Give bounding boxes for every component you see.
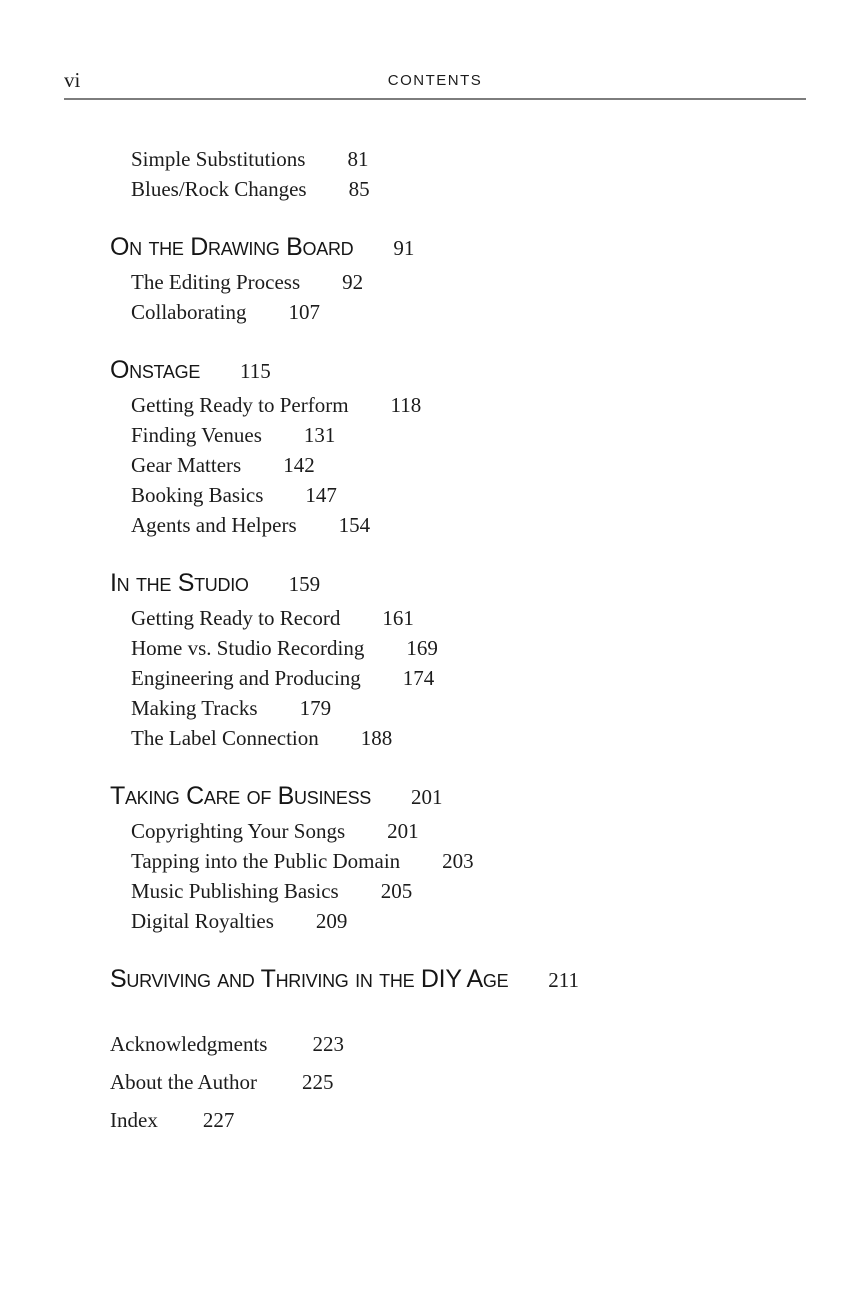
toc-section-heading	[110, 232, 824, 263]
toc-entry-title: Gear Matters	[131, 453, 242, 477]
toc-entry-title: The Editing Process	[131, 270, 301, 294]
toc-entry-page: 188	[360, 726, 393, 750]
toc-entry-page: 131	[303, 423, 336, 447]
toc-section	[110, 781, 824, 936]
toc-section-page: 211	[548, 968, 580, 992]
back-matter	[110, 1029, 824, 1135]
toc-section	[110, 355, 824, 540]
toc-entry-page: 209	[315, 909, 348, 933]
running-header-title: CONTENTS	[387, 72, 483, 89]
toc-entry	[110, 603, 824, 633]
toc-entry-title: Making Tracks	[131, 696, 258, 720]
toc-entry	[110, 723, 824, 753]
toc-entry-title: Booking Basics	[131, 483, 264, 507]
toc-section	[110, 964, 824, 995]
toc-entry-title: Tapping into the Public Domain	[131, 849, 401, 873]
toc-entry	[110, 633, 824, 663]
toc-entry-page: 223	[312, 1032, 344, 1056]
toc-entry-page: 179	[299, 696, 332, 720]
toc-entry-title: Music Publishing Basics	[131, 879, 339, 903]
toc-section-title: Taking Care of Business	[110, 782, 371, 810]
toc-entry	[110, 846, 824, 876]
toc-section	[110, 232, 824, 327]
toc-entry-title: Index	[110, 1108, 158, 1132]
toc-entry-title: Acknowledgments	[110, 1032, 268, 1056]
toc-entry-title: Finding Venues	[131, 423, 262, 447]
toc-entry	[110, 144, 824, 174]
toc-entry-title: Home vs. Studio Recording	[131, 636, 365, 660]
toc-entry-title: Simple Substitutions	[131, 147, 306, 171]
toc-entry-page: 161	[382, 606, 414, 630]
toc-entry-page: 169	[406, 636, 438, 660]
toc-section-page: 159	[288, 572, 321, 596]
toc-section-page: 91	[393, 236, 415, 260]
toc-entry	[110, 1105, 824, 1135]
toc-entry-page: 225	[302, 1070, 334, 1094]
toc-entry	[110, 450, 824, 480]
toc-section-heading	[110, 355, 824, 386]
toc-entry	[110, 174, 824, 204]
toc-entry-title: Engineering and Producing	[131, 666, 361, 690]
toc-entry-title: Collaborating	[131, 300, 247, 324]
toc-entry-page: 107	[288, 300, 320, 324]
toc-entry-title: Getting Ready to Record	[131, 606, 341, 630]
toc-entry-page: 154	[338, 513, 371, 537]
running-header	[64, 70, 806, 100]
toc-section-title: Onstage	[110, 356, 201, 384]
toc-entry-title: Digital Royalties	[131, 909, 274, 933]
toc-section-heading	[110, 964, 824, 995]
toc-entry	[110, 693, 824, 723]
toc-entry-page: 205	[380, 879, 413, 903]
toc-entry-page: 174	[402, 666, 435, 690]
toc-entry-page: 201	[387, 819, 419, 843]
toc-entry-page: 118	[390, 393, 422, 417]
toc-entry	[110, 816, 824, 846]
toc-entry	[110, 480, 824, 510]
toc-section-title: Surviving and Thriving in the DIY Age	[110, 965, 509, 993]
toc-entry-page: 203	[442, 849, 474, 873]
toc-entry	[110, 663, 824, 693]
page-folio: vi	[64, 68, 81, 92]
toc-section-title: On the Drawing Board	[110, 233, 354, 261]
toc-entry-page: 142	[283, 453, 315, 477]
toc-section	[110, 568, 824, 753]
toc-entry	[110, 1067, 824, 1097]
toc-section-page: 115	[240, 359, 271, 383]
table-of-contents	[110, 144, 824, 1135]
toc-section-heading	[110, 781, 824, 812]
toc-entry	[110, 510, 824, 540]
toc-entry	[110, 1029, 824, 1059]
toc-entry-title: Copyrighting Your Songs	[131, 819, 346, 843]
toc-section-heading	[110, 568, 824, 599]
toc-entry-title: About the Author	[110, 1070, 257, 1094]
toc-entry	[110, 297, 824, 327]
toc-entry	[110, 906, 824, 936]
toc-entry	[110, 876, 824, 906]
toc-entry-page: 147	[305, 483, 337, 507]
toc-section-page: 201	[410, 785, 443, 809]
toc-entry-page: 81	[347, 147, 369, 171]
toc-entry	[110, 420, 824, 450]
toc-section-title: In the Studio	[110, 569, 249, 597]
toc-entry	[110, 390, 824, 420]
toc-entry-title: Getting Ready to Perform	[131, 393, 349, 417]
toc-entry-page: 227	[202, 1108, 235, 1132]
toc-entry-page: 85	[348, 177, 370, 201]
toc-entry-title: Blues/Rock Changes	[131, 177, 307, 201]
toc-entry-title: The Label Connection	[131, 726, 319, 750]
toc-entry-title: Agents and Helpers	[131, 513, 297, 537]
toc-entry-page: 92	[342, 270, 364, 294]
toc-entry	[110, 267, 824, 297]
